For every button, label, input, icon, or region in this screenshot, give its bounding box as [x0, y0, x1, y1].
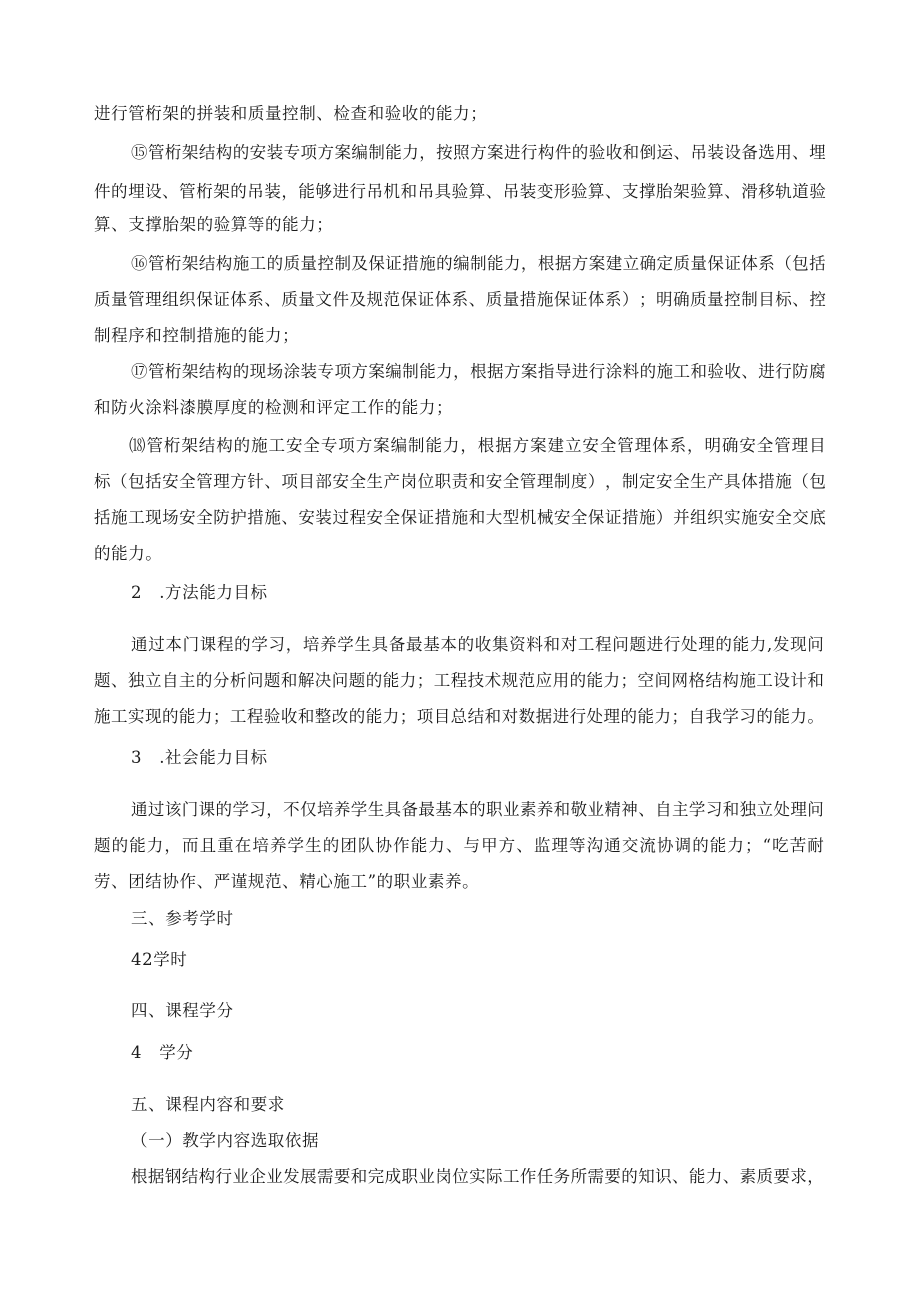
reference-hours-value: 42学时 [131, 950, 188, 969]
text-line-5: ⑯ 管 桁 架 结 构 施 工 的 质 量 控 制 及 保 证 措 施 的 编 制 能 力 ， 根 据 方 案 建 立 确 定 质 量 保 证 体 系 （ 包 括 [131, 254, 826, 273]
text-line-16: 题 、 独 立 自 主 的 分 析 问 题 和 解 决 问 题 的 能 力 ； 工 程 技 术 规 范 应 用 的 能 力 ； 空 间 网 格 结 构 施 工 设 计 和 [94, 671, 824, 690]
text-line-19: 通 过 该 门 课 的 学 习 ， 不 仅 培 养 学 生 具 备 最 基 本 的 职 业 素 养 和 敬 业 精 神 、 自 主 学 习 和 独 立 处 理 问 [131, 800, 824, 819]
text-line-6: 质 量 管 理 组 织 保 证 体 系 、 质 量 文 件 及 规 范 保 证 体 系 、 质 量 措 施 保 证 体 系 ） ； 明 确 质 量 控 制 目 标 、 控 [94, 290, 826, 309]
text-line-9: 和防火涂料漆膜厚度的检测和评定工作的能力； [94, 398, 454, 417]
text-line-20: 题 的 能 力 ， 而 且 重 在 培 养 学 生 的 团 队 协 作 能 力 、 与 甲 方 、 监 理 等 沟 通 交 流 协 调 的 能 力 ； “ 吃 苦 耐 [94, 836, 824, 855]
text-line-3: 件 的 埋 设 、 管 桁 架 的 吊 装 ， 能 够 进 行 吊 机 和 吊 具 验 算 、 吊 装 变 形 验 算 、 支 撑 胎 架 验 算 、 滑 移 轨 道 验 [94, 182, 826, 201]
course-credits-value: 4 学分 [131, 1043, 194, 1062]
section-heading-course-content: 五、课程内容和要求 [131, 1095, 285, 1114]
text-line-28: 根 据 钢 结 构 行 业 企 业 发 展 需 要 和 完 成 职 业 岗 位 实 际 工 作 任 务 所 需 要 的 知 识 、 能 力 、 素 质 要 求 ， [131, 1167, 824, 1186]
section-heading-social-ability: 3 .社会能力目标 [131, 748, 268, 767]
section-heading-method-ability: 2 .方法能力目标 [131, 583, 268, 602]
text-line-21: 劳、团结协作、严谨规范、精心施工”的职业素养。 [94, 872, 480, 891]
text-line-11: 标 （ 包 括 安 全 管 理 方 针 、 项 目 部 安 全 生 产 岗 位 职 责 和 安 全 管 理 制 度 ） ， 制 定 安 全 生 产 具 体 措 施 （ 包 [94, 472, 826, 491]
text-line-10: ⒅ 管 桁 架 结 构 的 施 工 安 全 专 项 方 案 编 制 能 力 ， 根 据 方 案 建 立 安 全 管 理 体 系 ， 明 确 安 全 管 理 目 [129, 436, 826, 455]
text-line-13: 的能力。 [94, 544, 163, 563]
text-line-7: 制程序和控制措施的能力； [94, 326, 300, 345]
section-heading-course-credits: 四、课程学分 [131, 1001, 234, 1020]
text-line-17: 施 工 实 现 的 能 力 ； 工 程 验 收 和 整 改 的 能 力 ； 项 目 总 结 和 对 数 据 进 行 处 理 的 能 力 ； 自 我 学 习 的 能 力 。 [94, 707, 824, 726]
text-line-1: 进行管桁架的拼装和质量控制、检查和验收的能力； [94, 104, 488, 123]
text-line-8: ⑰ 管 桁 架 结 构 的 现 场 涂 装 专 项 方 案 编 制 能 力 ， 根 据 方 案 指 导 进 行 涂 料 的 施 工 和 验 收 、 进 行 防 腐 [131, 362, 826, 381]
section-heading-reference-hours: 三、参考学时 [131, 909, 234, 928]
subsection-heading-selection-basis: （一）教学内容选取依据 [131, 1131, 320, 1150]
text-line-12: 括 施 工 现 场 安 全 防 护 措 施 、 安 装 过 程 安 全 保 证 措 施 和 大 型 机 械 安 全 保 证 措 施 ） 并 组 织 实 施 安 全 交 底 [94, 508, 826, 527]
text-line-15: 通 过 本 门 课 程 的 学 习 ， 培 养 学 生 具 备 最 基 本 的 收 集 资 料 和 对 工 程 问 题 进 行 处 理 的 能 力 , 发 现 问 [131, 635, 824, 654]
text-line-2: ⑮ 管 桁 架 结 构 的 安 装 专 项 方 案 编 制 能 力 ， 按 照 方 案 进 行 构 件 的 验 收 和 倒 运 、 吊 装 设 备 选 用 、 埋 [131, 143, 826, 162]
text-line-4: 算、支撑胎架的验算等的能力； [94, 215, 334, 234]
